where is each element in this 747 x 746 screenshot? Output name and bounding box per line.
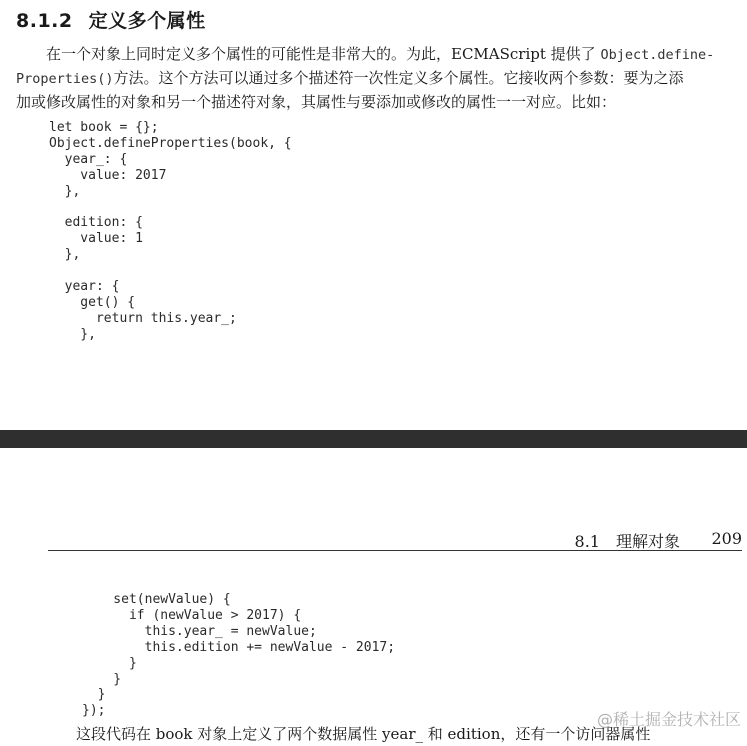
section-title: 定义多个属性 (88, 10, 206, 32)
running-header-section-title: 理解对象 (615, 532, 680, 551)
paragraph-line-3: 加或修改属性的对象和另一个描述符对象，其属性与要添加或修改的属性一一对应。比如： (16, 93, 617, 111)
paragraph-line-2-text: 方法。这个方法可以通过多个描述符一次性定义多个属性。它接收两个参数：要为之添 (113, 69, 684, 87)
code-block-bottom: set(newValue) { if (newValue > 2017) { this.year_ = newValue; this.edition += newValue - 2017; } } } }); (82, 592, 396, 719)
paragraph-line-2 (16, 66, 740, 90)
running-header (48, 528, 742, 551)
inline-code-object-define: Object.define- (600, 47, 715, 63)
page-divider (0, 430, 747, 448)
paragraph-line-1 (16, 42, 740, 66)
running-header-section (575, 529, 680, 552)
running-header-section-number: 8.1 (574, 532, 600, 551)
page-number: 209 (711, 529, 742, 548)
paragraph-line-1-text: 在一个对象上同时定义多个属性的可能性是非常大的。为此，ECMAScript 提供了 (46, 45, 601, 63)
section-heading (16, 6, 206, 33)
inline-code-properties: Properties() (16, 71, 114, 87)
code-block-top: let book = {}; Object.defineProperties(book, { year_: { value: 2017 }, edition: { value: 1 }, year: { get() { return this.year_; }, (49, 120, 292, 342)
body-paragraph (16, 42, 740, 114)
watermark: @稀土掘金技术社区 (596, 710, 741, 729)
cut-off-paragraph: 这段代码在 book 对象上定义了两个数据属性 year_ 和 edition，还有一个访问器属性 (76, 725, 651, 743)
section-number: 8.1.2 (16, 10, 73, 32)
